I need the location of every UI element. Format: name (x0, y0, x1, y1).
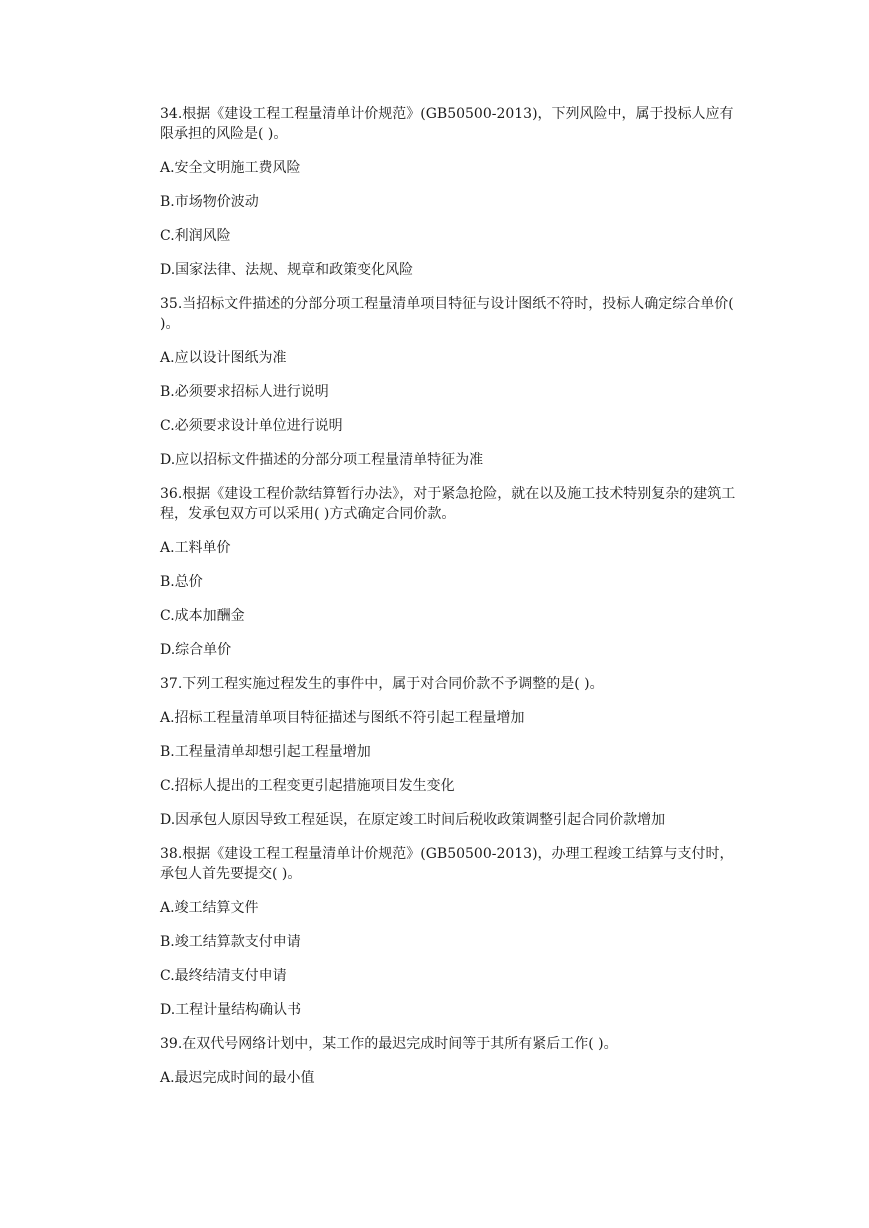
question-35-option-b: B.必须要求招标人进行说明 (160, 384, 329, 400)
question-35-stem: 35.当招标文件描述的分部分项工程量清单项目特征与设计图纸不符时，投标人确定综合单价( )。 (160, 296, 734, 332)
question-39-stem: 39.在双代号网络计划中，某工作的最迟完成时间等于其所有紧后工作( )。 (160, 1036, 618, 1052)
question-37-option-d: D.因承包人原因导致工程延误，在原定竣工时间后税收政策调整引起合同价款增加 (160, 812, 666, 828)
question-34-option-d: D.国家法律、法规、规章和政策变化风险 (160, 262, 414, 278)
question-38-option-c: C.最终结清支付申请 (160, 968, 287, 984)
question-38-stem: 38.根据《建设工程工程量清单计价规范》(GB50500-2013)，办理工程竣工结算与支付时，承包人首先要提交( )。 (160, 846, 734, 882)
question-34-option-a: A.安全文明施工费风险 (160, 160, 301, 176)
question-37-stem: 37.下列工程实施过程发生的事件中，属于对合同价款不予调整的是( )。 (160, 676, 604, 692)
question-37-option-b: B.工程量清单却想引起工程量增加 (160, 744, 371, 760)
question-37-option-a: A.招标工程量清单项目特征描述与图纸不符引起工程量增加 (160, 710, 525, 726)
question-36-option-b: B.总价 (160, 574, 203, 590)
question-37-option-c: C.招标人提出的工程变更引起措施项目发生变化 (160, 778, 455, 794)
question-39-option-a: A.最迟完成时间的最小值 (160, 1070, 315, 1086)
question-36-option-d: D.综合单价 (160, 642, 232, 658)
question-list (160, 104, 740, 1102)
question-36-stem: 36.根据《建设工程价款结算暂行办法》，对于紧急抢险，就在以及施工技术特别复杂的建筑工程，发承包双方可以采用( )方式确定合同价款。 (160, 486, 736, 522)
question-35-option-a: A.应以设计图纸为准 (160, 350, 287, 366)
question-35-option-d: D.应以招标文件描述的分部分项工程量清单特征为准 (160, 452, 484, 468)
question-34-option-b: B.市场物价波动 (160, 194, 259, 210)
question-38-option-a: A.竣工结算文件 (160, 900, 259, 916)
question-35-option-c: C.必须要求设计单位进行说明 (160, 418, 343, 434)
question-36-option-a: A.工料单价 (160, 540, 231, 556)
question-34-stem: 34.根据《建设工程工程量清单计价规范》(GB50500-2013)，下列风险中，属于投标人应有限承担的风险是( )。 (160, 106, 734, 142)
question-38-option-d: D.工程计量结构确认书 (160, 1002, 302, 1018)
question-34-option-c: C.利润风险 (160, 228, 231, 244)
question-36-option-c: C.成本加酬金 (160, 608, 245, 624)
question-38-option-b: B.竣工结算款支付申请 (160, 934, 301, 950)
